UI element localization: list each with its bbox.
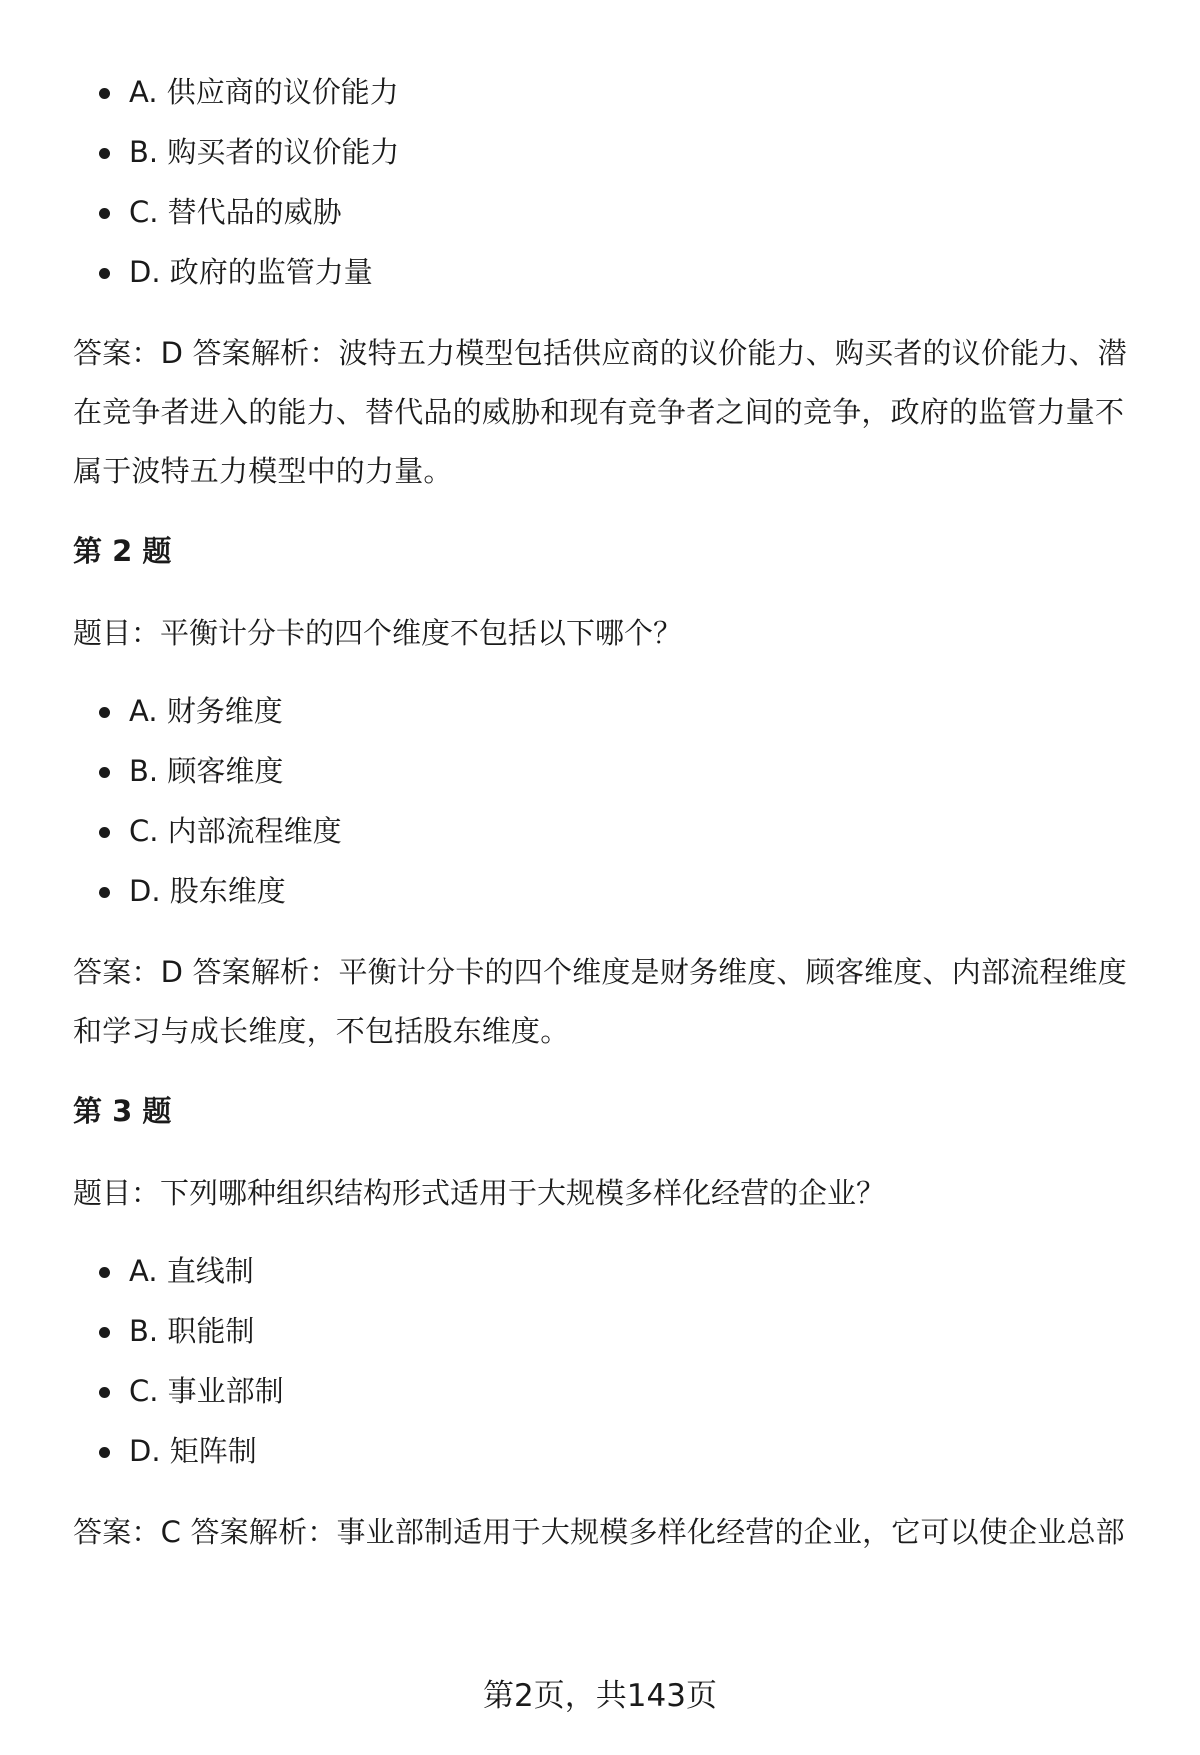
question-2 xyxy=(73,531,1148,1061)
question-heading: 第 2 题 xyxy=(73,534,172,568)
document-page xyxy=(73,62,1148,1562)
answer-explanation: 答案：D 答案解析：波特五力模型包括供应商的议价能力、购买者的议价能力、潜在竞争者进入的能力、替代品的威胁和现有竞争者之间的竞争，政府的监管力量不属于波特五力模型中的力量。 xyxy=(73,336,1127,488)
option-item: C. 内部流程维度 xyxy=(73,801,1148,861)
option-list xyxy=(73,1241,1148,1481)
option-item: D. 股东维度 xyxy=(73,861,1148,921)
option-list xyxy=(73,62,1148,302)
question-heading: 第 3 题 xyxy=(73,1094,172,1128)
option-item: B. 职能制 xyxy=(73,1301,1148,1361)
option-item: D. 矩阵制 xyxy=(73,1421,1148,1481)
option-item: A. 直线制 xyxy=(73,1241,1148,1301)
option-item: C. 事业部制 xyxy=(73,1361,1148,1421)
answer-explanation: 答案：C 答案解析：事业部制适用于大规模多样化经营的企业，它可以使企业总部 xyxy=(73,1515,1125,1549)
question-1-tail xyxy=(73,62,1148,501)
option-item: A. 供应商的议价能力 xyxy=(73,62,1148,122)
option-item: B. 顾客维度 xyxy=(73,741,1148,801)
option-item: D. 政府的监管力量 xyxy=(73,242,1148,302)
page-number-footer: 第2页，共143页 xyxy=(483,1678,717,1714)
option-item: C. 替代品的威胁 xyxy=(73,182,1148,242)
question-text: 题目：平衡计分卡的四个维度不包括以下哪个？ xyxy=(73,616,683,650)
question-3 xyxy=(73,1091,1148,1562)
option-item: B. 购买者的议价能力 xyxy=(73,122,1148,182)
question-text: 题目：下列哪种组织结构形式适用于大规模多样化经营的企业？ xyxy=(73,1176,886,1210)
answer-explanation: 答案：D 答案解析：平衡计分卡的四个维度是财务维度、顾客维度、内部流程维度和学习与成长维度，不包括股东维度。 xyxy=(73,955,1127,1048)
option-item: A. 财务维度 xyxy=(73,681,1148,741)
option-list xyxy=(73,681,1148,921)
